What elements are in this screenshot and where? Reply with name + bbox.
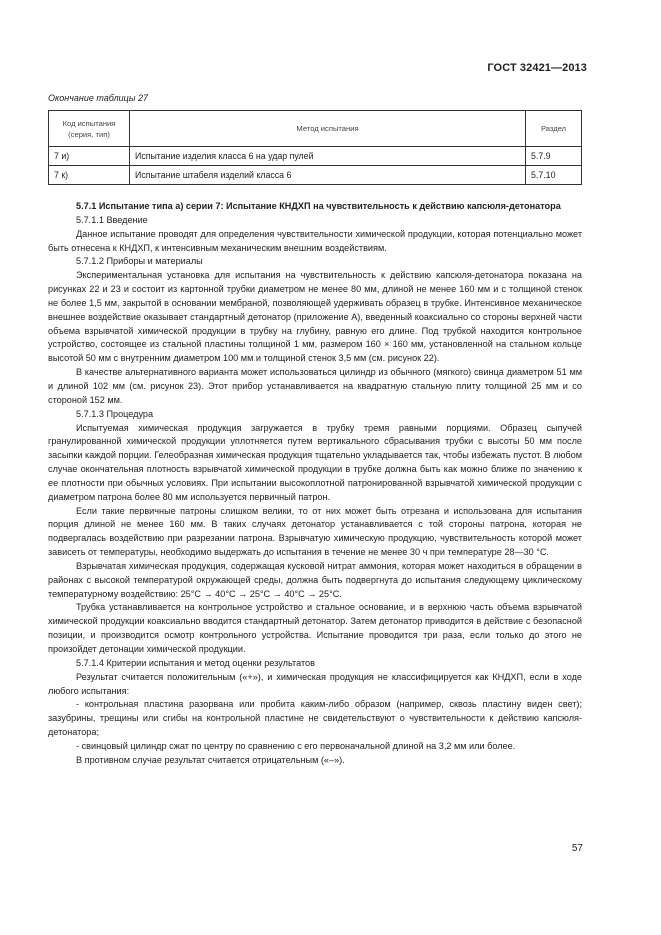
section-heading: 5.7.1 Испытание типа а) серии 7: Испытание КНДХП на чувствительность к действию капсюля-детонатора — [76, 201, 561, 211]
cell-test-code: 7 к) — [49, 166, 130, 185]
paragraph: Взрывчатая химическая продукция, содержащая кусковой нитрат аммония, которая может находиться в обращении в районах с высокой температурой окружающей среды, должна быть подвергнута до испытания следующему циклическому температурному воздействию: 25°С → 40°С → 25°С → 40°С → 25°С. — [48, 560, 582, 599]
cell-test-method: Испытание штабеля изделий класса 6 — [130, 166, 526, 185]
body-text — [48, 200, 582, 768]
document-header: ГОСТ 32421—2013 — [487, 62, 587, 74]
cell-test-method: Испытание изделия класса 6 на удар пулей — [130, 147, 526, 166]
paragraph: 5.7.1.1 Введение — [76, 214, 148, 225]
paragraph: Данное испытание проводят для определения чувствительности химической продукции, которая потенциально может быть отнесена к КНДХП, к интенсивным механическим внешним воздействиям. — [48, 228, 582, 253]
paragraph: Испытуемая химическая продукция загружается в трубку тремя равными порциями. Образец сыпучей гранулированной химической продукции уплотняется путем вертикального сбрасывания трубки с высоты 50 мм после засыпки каждой порции. Гелеобразная химическая продукция тщательно укладывается так, чтобы избежать пустот. В любом случае окончательная плотность взрывчатой химической продукции в трубке должна быть как можно ближе по значению к ее плотности при обычных условиях. При испытании высокоплотной патронированной взрывчатой химической продукции с диаметром патрона более 80 мм используется первичный патрон. — [48, 422, 582, 502]
test-table — [48, 110, 582, 185]
paragraph: Трубка устанавливается на контрольное устройство и стальное основание, и в верхнюю часть объема взрывчатой химической продукции коаксиально вводится стандартный детонатор. Затем детонатор приводится в действие с безопасной позиции, и производится осмотр контрольного устройства. Испытание проводится три раза, если только до этого не произойдет детонации химической продукции. — [48, 602, 582, 654]
paragraph: - контрольная пластина разорвана или пробита каким-либо образом (например, сквозь пластину виден свет); зазубрины, трещины или сгибы на контрольной пластине не свидетельствуют о чувствительности к действию капсюля-детонатора; — [48, 699, 582, 738]
cell-section: 5.7.9 — [526, 147, 582, 166]
header-test-method: Метод испытания — [130, 111, 526, 147]
paragraph: Экспериментальная установка для испытания на чувствительность к действию капсюля-детонатора показана на рисунках 22 и 23 и состоит из картонной трубки диаметром не менее 80 мм, длиной не менее 160 мм и с толщиной стенок не более 1,5 мм, закрытой в основании мембраной, позволяющей удерживать образец в трубке. Интенсивное механическое внешнее воздействие оказывает стандартный детонатор (приложение А), введенный коаксиально со стороны верхней части объема взрывчатой химической продукции в трубку на глубину, равную его длине. Под трубкой находится контрольное устройство, состоящее из стальной пластины толщиной 1 мм, размером 160 × 160 мм, установленной на стальном кольце высотой 50 мм с внутренним диаметром 100 мм и толщиной стенок 3,5 мм (см. рисунок 22). — [48, 270, 582, 364]
cell-test-code: 7 и) — [49, 147, 130, 166]
table-header-row — [49, 111, 582, 147]
header-test-code: Код испытания (серия, тип) — [49, 111, 130, 147]
table-row — [49, 166, 582, 185]
table-caption: Окончание таблицы 27 — [48, 93, 148, 103]
paragraph: В качестве альтернативного варианта может использоваться цилиндр из обычного (мягкого) свинца диаметром 51 мм и длиной 102 мм (см. рисунок 23). Этот прибор устанавливается на квадратную стальную плиту толщиной 25 мм и со стороной 152 мм. — [48, 367, 582, 405]
paragraph: В противном случае результат считается отрицательным («–»). — [76, 754, 345, 765]
paragraph: 5.7.1.4 Критерии испытания и метод оценки результатов — [76, 657, 315, 668]
paragraph: Результат считается положительным («+»), и химическая продукция не классифицируется как КНДХП, если в ходе любого испытания: — [48, 671, 582, 696]
page-number: 57 — [571, 843, 583, 854]
header-section: Раздел — [526, 111, 582, 147]
paragraph: 5.7.1.3 Процедура — [76, 408, 154, 419]
table-row — [49, 147, 582, 166]
paragraph: Если такие первичные патроны слишком велики, то от них может быть отрезана и использована для испытания порция длиной не менее 160 мм. В таких случаях детонатор устанавливается с той стороны патрона, которая не подвергалась воздействию при разрезании патрона. Взрывчатую химическую продукцию, чувствительность которой может зависеть от температуры, необходимо выдержать до испытания в течение не менее 30 ч при температуре 28—30 °С. — [48, 505, 582, 558]
cell-section: 5.7.10 — [526, 166, 582, 185]
paragraph: 5.7.1.2 Приборы и материалы — [76, 256, 203, 267]
paragraph: - свинцовый цилиндр сжат по центру по сравнению с его первоначальной длиной на 3,2 мм или более. — [76, 740, 516, 751]
